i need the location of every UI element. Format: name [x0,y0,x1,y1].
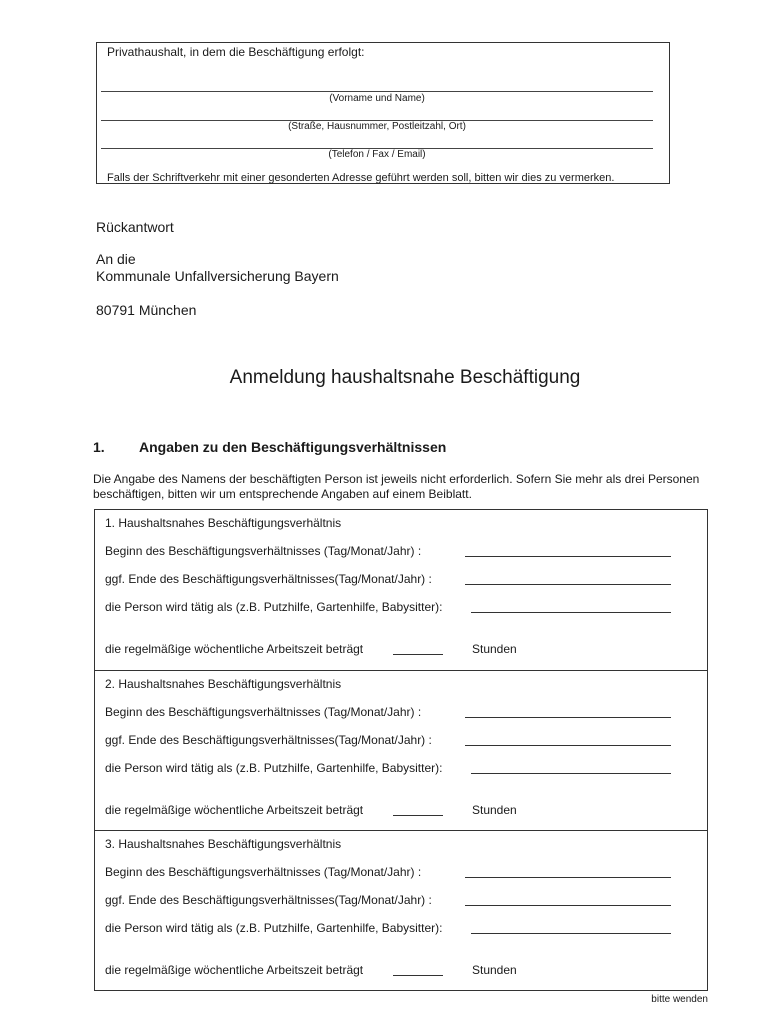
role-input[interactable] [471,611,671,613]
section-intro: Die Angabe des Namens der beschäftigten Person ist jeweils nicht erforderlich. Sofern Sie mehr als drei Personen beschäftigen, bitten wir um entsprechende Angaben auf einem Beiblatt. [93,472,700,501]
start-date-input[interactable] [465,876,671,878]
reply-label: Rückantwort [96,219,174,235]
recipient-prefix: An die [96,251,136,267]
hours-unit: Stunden [472,642,517,656]
end-date-input[interactable] [465,904,671,906]
employment-table [94,509,708,991]
hours-input[interactable] [393,974,443,976]
contact-caption: (Telefon / Fax / Email) [328,149,426,160]
role-input[interactable] [471,932,671,934]
employment-heading: 1. Haushaltsnahes Beschäftigungsverhältnis [105,516,342,530]
employment-heading: 2. Haushaltsnahes Beschäftigungsverhältnis [105,677,342,691]
household-box [96,42,670,184]
section-number: 1. [93,439,105,455]
employment-block-1 [95,510,707,670]
end-date-input[interactable] [465,583,671,585]
start-date-input[interactable] [465,716,671,718]
address-caption: (Straße, Hausnummer, Postleitzahl, Ort) [288,121,466,132]
end-date-label: ggf. Ende des Beschäftigungsverhältnisses(Tag/Monat/Jahr) : [105,733,432,747]
role-input[interactable] [471,772,671,774]
employment-heading: 3. Haushaltsnahes Beschäftigungsverhältnis [105,837,342,851]
household-box-title: Privathaushalt, in dem die Beschäftigung erfolgt: [107,45,365,59]
footer-note: bitte wenden [651,994,708,1005]
hours-unit: Stunden [472,963,517,977]
start-date-input[interactable] [465,555,671,557]
household-box-note: Falls der Schriftverkehr mit einer gesonderten Adresse geführt werden soll, bitten wir dies zu vermerken. [107,172,615,184]
name-input-line[interactable] [101,91,653,92]
recipient-city: 80791 München [96,302,197,318]
start-date-label: Beginn des Beschäftigungsverhältnisses (Tag/Monat/Jahr) : [105,865,422,879]
employment-block-3 [95,830,707,991]
role-label: die Person wird tätig als (z.B. Putzhilfe, Gartenhilfe, Babysitter): [105,600,443,614]
role-label: die Person wird tätig als (z.B. Putzhilfe, Gartenhilfe, Babysitter): [105,761,443,775]
name-caption: (Vorname und Name) [329,93,425,104]
recipient-name: Kommunale Unfallversicherung Bayern [96,268,339,284]
document-title: Anmeldung haushaltsnahe Beschäftigung [229,367,581,388]
hours-unit: Stunden [472,803,517,817]
hours-input[interactable] [393,814,443,816]
end-date-label: ggf. Ende des Beschäftigungsverhältnisses(Tag/Monat/Jahr) : [105,893,432,907]
start-date-label: Beginn des Beschäftigungsverhältnisses (Tag/Monat/Jahr) : [105,705,422,719]
start-date-label: Beginn des Beschäftigungsverhältnisses (Tag/Monat/Jahr) : [105,544,422,558]
hours-label: die regelmäßige wöchentliche Arbeitszeit beträgt [105,963,364,977]
end-date-input[interactable] [465,744,671,746]
hours-label: die regelmäßige wöchentliche Arbeitszeit beträgt [105,642,364,656]
hours-label: die regelmäßige wöchentliche Arbeitszeit beträgt [105,803,364,817]
section-title: Angaben zu den Beschäftigungsverhältnissen [139,439,447,455]
role-label: die Person wird tätig als (z.B. Putzhilfe, Gartenhilfe, Babysitter): [105,921,443,935]
end-date-label: ggf. Ende des Beschäftigungsverhältnisses(Tag/Monat/Jahr) : [105,572,432,586]
hours-input[interactable] [393,653,443,655]
employment-block-2 [95,670,707,831]
